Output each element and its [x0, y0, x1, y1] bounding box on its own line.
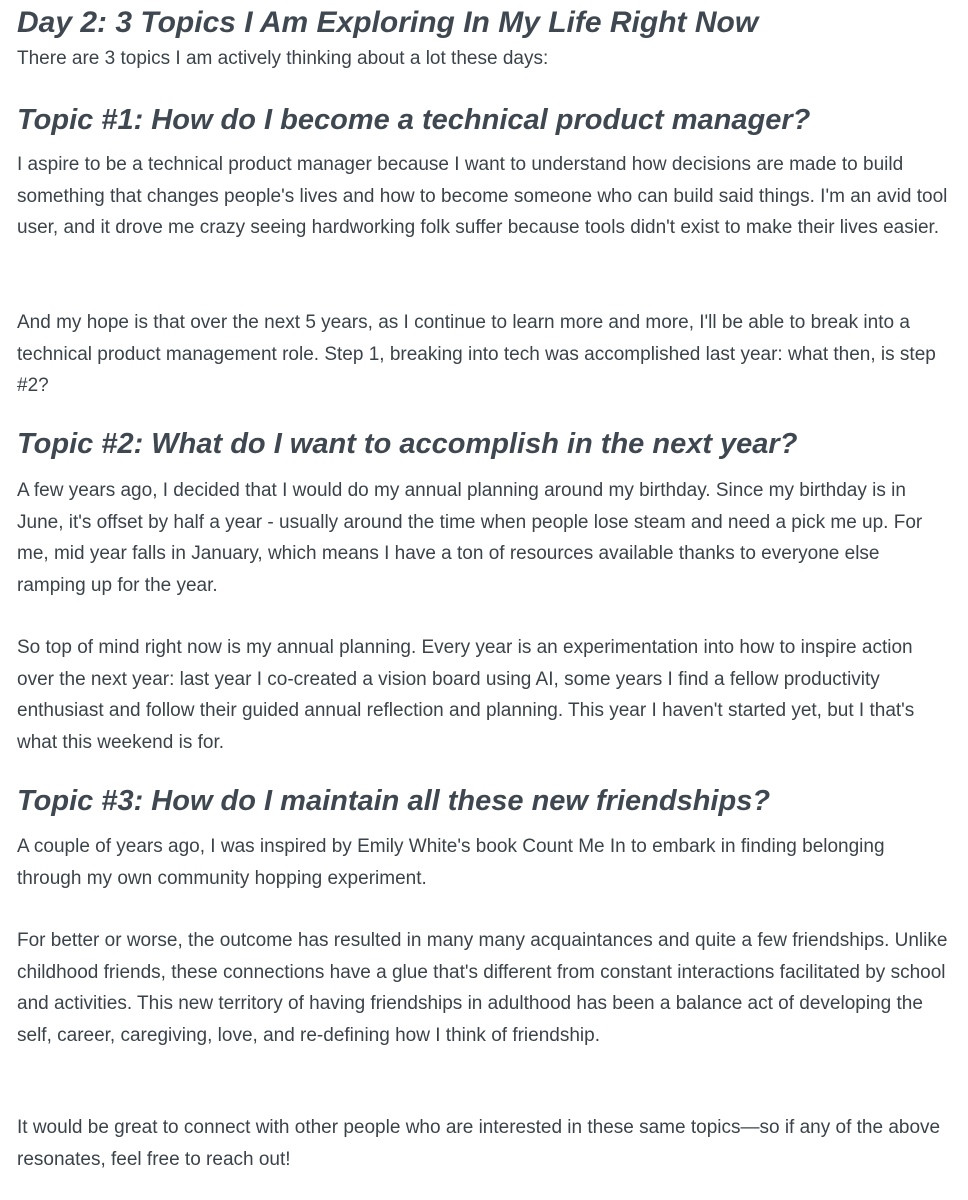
page-title: Day 2: 3 Topics I Am Exploring In My Life Right Now [17, 6, 759, 39]
topic-3-paragraph-2: For better or worse, the outcome has resulted in many many acquaintances and quite a few friendships. Unlike childhood friends, these connections have a glue that's different from constant interactions facilitated by school and activities. This new territory of having friendships in adulthood has been a balance act of developing the self, career, caregiving, love, and re-defining how I think of friendship. [17, 930, 948, 1046]
topic-3-paragraph-1: A couple of years ago, I was inspired by Emily White's book Count Me In to embark in finding belonging through my own community hopping experiment. [17, 836, 885, 889]
topic-1-heading: Topic #1: How do I become a technical product manager? [17, 104, 811, 136]
topic-1-paragraph-1: I aspire to be a technical product manager because I want to understand how decisions are made to build something that changes people's lives and how to become someone who can build said things. I'm an avid tool user, and it drove me crazy seeing hardworking folk suffer because tools didn't exist to make their lives easier. [17, 154, 948, 238]
topic-3-heading: Topic #3: How do I maintain all these new friendships? [17, 785, 771, 817]
intro-text: There are 3 topics I am actively thinking about a lot these days: [17, 48, 549, 69]
topic-2-heading: Topic #2: What do I want to accomplish in the next year? [17, 428, 798, 460]
topic-2-paragraph-2: So top of mind right now is my annual planning. Every year is an experimentation into how to inspire action over the next year: last year I co-created a vision board using AI, some years I find a fellow productivity enthusiast and follow their guided annual reflection and planning. This year I haven't started yet, but I that's what this weekend is for. [17, 637, 915, 753]
topic-2-paragraph-1: A few years ago, I decided that I would do my annual planning around my birthday. Since my birthday is in June, it's offset by half a year - usually around the time when people lose steam and need a pick me up. For me, mid year falls in January, which means I have a ton of resources available thanks to everyone else ramping up for the year. [17, 480, 923, 596]
topic-1-paragraph-2: And my hope is that over the next 5 years, as I continue to learn more and more, I'll be able to break into a technical product management role. Step 1, breaking into tech was accomplished last year: what then, is step #2? [17, 312, 936, 396]
topic-3-paragraph-3: It would be great to connect with other people who are interested in these same topics—so if any of the above resonates, feel free to reach out! [17, 1117, 941, 1170]
